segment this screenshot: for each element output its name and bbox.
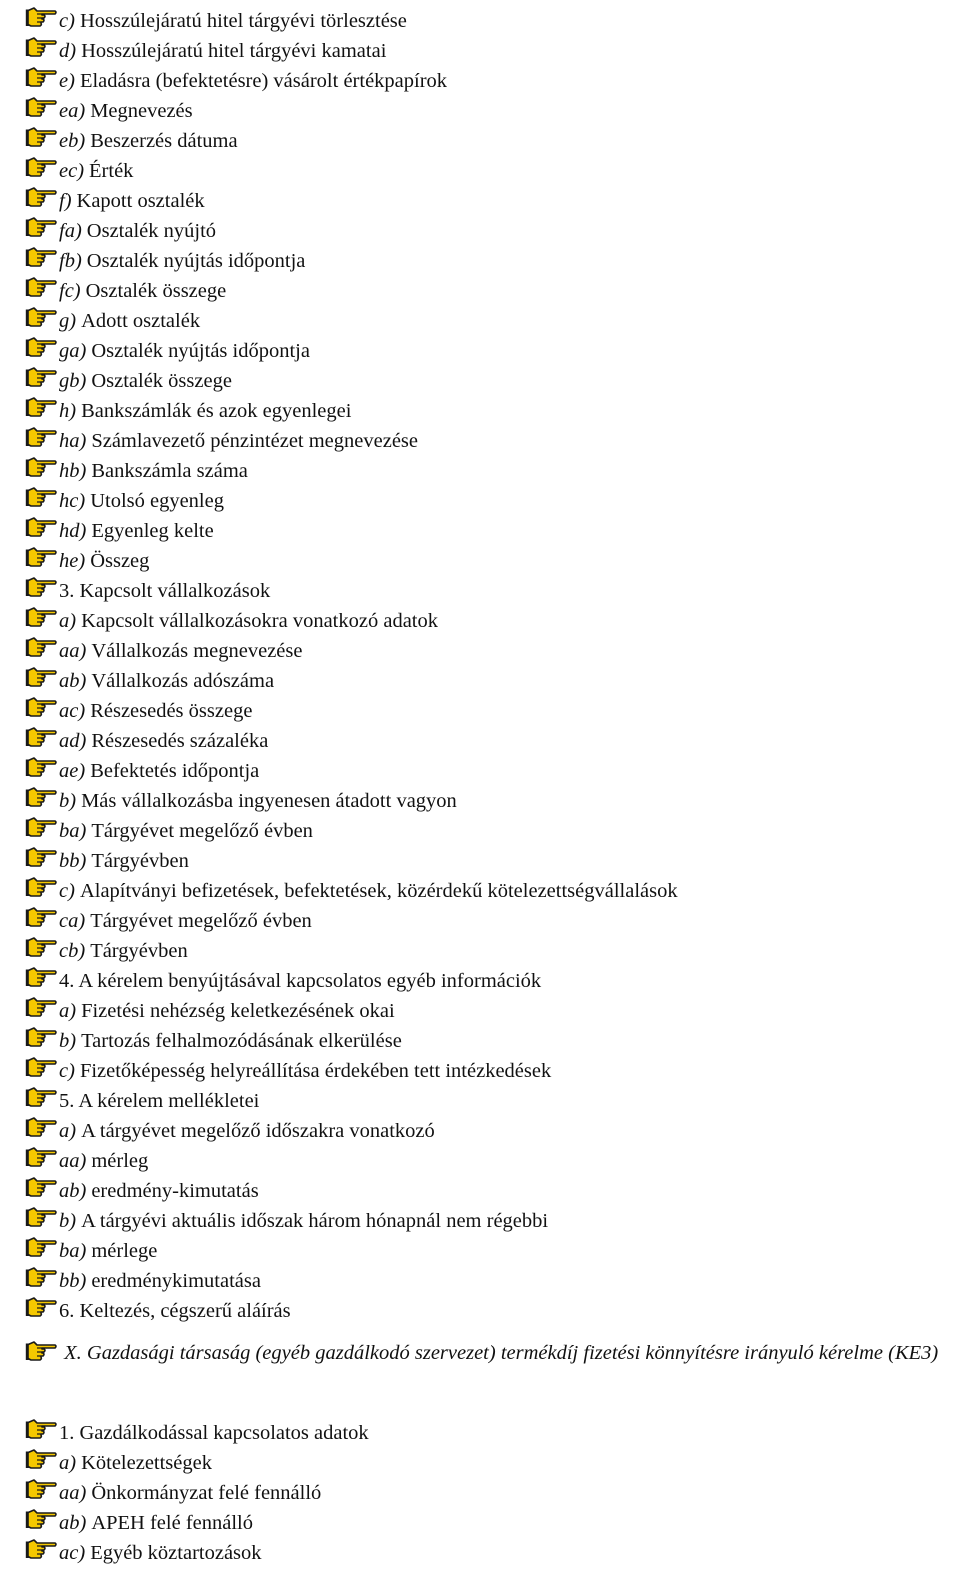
item-text: eredmény-kimutatás <box>91 1179 259 1202</box>
item-label: h) <box>59 399 77 422</box>
pointing-hand-icon <box>25 905 58 931</box>
pointing-hand-icon <box>25 1115 58 1141</box>
item-text: Utolsó egyenleg <box>90 489 224 512</box>
item-text: A tárgyévi aktuális időszak három hónapnál nem régebbi <box>81 1209 549 1232</box>
item-label: fa) <box>59 219 82 242</box>
item-label: bb) <box>59 1269 87 1292</box>
item-text: Vállalkozás adószáma <box>91 669 275 692</box>
pointing-hand-icon <box>25 275 58 301</box>
item-label: ab) <box>59 1179 87 1202</box>
item-label: ha) <box>59 429 87 452</box>
item-label: ab) <box>59 669 87 692</box>
item-text: Osztalék összege <box>85 279 227 302</box>
item-text: Összeg <box>90 549 150 572</box>
list-item <box>25 186 205 216</box>
list-item <box>25 1146 148 1176</box>
item-label: f) <box>59 189 72 212</box>
item-text: eredménykimutatása <box>91 1269 261 1292</box>
pointing-hand-icon <box>25 755 58 781</box>
pointing-hand-icon <box>25 545 58 571</box>
item-text: Tárgyévben <box>90 939 188 962</box>
list-item <box>25 516 214 546</box>
item-label: ac) <box>59 699 86 722</box>
pointing-hand-icon <box>25 125 58 151</box>
item-text: Hosszúlejáratú hitel tárgyévi törlesztése <box>79 9 407 32</box>
pointing-hand-icon <box>25 845 58 871</box>
item-text: Megnevezés <box>90 99 193 122</box>
pointing-hand-icon <box>25 395 58 421</box>
item-text: Önkormányzat felé fennálló <box>91 1481 322 1504</box>
list-item <box>25 816 313 846</box>
item-text: mérlege <box>91 1239 158 1262</box>
item-text: A tárgyévet megelőző időszakra vonatkozó <box>81 1119 435 1142</box>
list-item <box>25 726 268 756</box>
list-item <box>25 1056 551 1086</box>
item-label: ad) <box>59 729 87 752</box>
item-label: d) <box>59 39 77 62</box>
item-label: ac) <box>59 1541 86 1564</box>
list-item <box>25 66 447 96</box>
list-item <box>25 756 259 786</box>
list-item <box>25 246 305 276</box>
pointing-hand-icon <box>25 725 58 751</box>
pointing-hand-icon <box>25 605 58 631</box>
list-item <box>25 6 407 36</box>
item-text: Eladásra (befektetésre) vásárolt értékpapírok <box>79 69 448 92</box>
item-text: Egyenleg kelte <box>91 519 214 542</box>
item-label: a) <box>59 609 77 632</box>
item-label: a) <box>59 999 77 1022</box>
pointing-hand-icon <box>25 995 58 1021</box>
list-item <box>25 576 270 606</box>
pointing-hand-icon <box>25 1339 58 1365</box>
list-item <box>25 966 541 996</box>
item-label: a) <box>59 1451 77 1474</box>
item-label: ec) <box>59 159 85 182</box>
list-item <box>25 1508 253 1538</box>
pointing-hand-icon <box>25 365 58 391</box>
list-item <box>25 336 310 366</box>
item-text: Osztalék nyújtás időpontja <box>91 339 310 362</box>
item-text: APEH felé fennálló <box>91 1511 253 1534</box>
list-item <box>25 36 386 66</box>
item-text: Bankszámla száma <box>91 459 248 482</box>
list-item <box>25 1538 262 1568</box>
item-label: b) <box>59 1209 77 1232</box>
pointing-hand-icon <box>25 5 58 31</box>
list-item <box>25 276 226 306</box>
item-text: mérleg <box>91 1149 149 1172</box>
list-item <box>25 396 351 426</box>
list-item <box>25 1236 157 1266</box>
item-label: g) <box>59 309 77 332</box>
list-item <box>25 936 188 966</box>
item-label: ba) <box>59 1239 87 1262</box>
pointing-hand-icon <box>25 515 58 541</box>
item-label: gb) <box>59 369 87 392</box>
item-label: hc) <box>59 489 86 512</box>
pointing-hand-icon <box>25 1417 58 1443</box>
pointing-hand-icon <box>25 635 58 661</box>
list-item <box>25 216 216 246</box>
list-item <box>25 876 678 906</box>
pointing-hand-icon <box>25 1295 58 1321</box>
item-label: a) <box>59 1119 77 1142</box>
list-item <box>25 96 193 126</box>
list-item <box>25 1086 259 1116</box>
pointing-hand-icon <box>25 575 58 601</box>
pointing-hand-icon <box>25 1025 58 1051</box>
list-item <box>25 636 302 666</box>
item-label: ga) <box>59 339 87 362</box>
list-item <box>25 996 395 1026</box>
item-text: Tárgyévben <box>91 849 189 872</box>
pointing-hand-icon <box>25 215 58 241</box>
list-item <box>25 156 133 186</box>
item-text: Tárgyévet megelőző évben <box>91 819 313 842</box>
item-text: Bankszámlák és azok egyenlegei <box>81 399 352 422</box>
item-label: aa) <box>59 1149 87 1172</box>
item-label: c) <box>59 9 75 32</box>
item-text: Vállalkozás megnevezése <box>91 639 303 662</box>
list-item <box>25 306 200 336</box>
list-item <box>25 1296 291 1326</box>
pointing-hand-icon <box>25 785 58 811</box>
pointing-hand-icon <box>25 35 58 61</box>
item-label: bb) <box>59 849 87 872</box>
item-label: e) <box>59 69 75 92</box>
pointing-hand-icon <box>25 335 58 361</box>
pointing-hand-icon <box>25 425 58 451</box>
list-item <box>25 1418 369 1448</box>
item-label: hd) <box>59 519 87 542</box>
list-item <box>25 666 274 696</box>
item-text: Tárgyévet megelőző évben <box>90 909 312 932</box>
item-label: eb) <box>59 129 86 152</box>
item-text: Részesedés százaléka <box>91 729 269 752</box>
item-label: ab) <box>59 1511 87 1534</box>
item-text: 3. Kapcsolt vállalkozások <box>59 579 271 602</box>
pointing-hand-icon <box>25 1447 58 1473</box>
list-item <box>25 1176 259 1206</box>
item-text: Befektetés időpontja <box>90 759 260 782</box>
item-label: ea) <box>59 99 86 122</box>
item-label: ae) <box>59 759 86 782</box>
item-text: Hosszúlejáratú hitel tárgyévi kamatai <box>81 39 387 62</box>
item-text: Alapítványi befizetések, befektetések, közérdekű kötelezettségvállalások <box>79 879 678 902</box>
list-item <box>25 1116 435 1146</box>
item-text: Beszerzés dátuma <box>90 129 238 152</box>
list-item <box>25 456 248 486</box>
list-item <box>25 696 252 726</box>
pointing-hand-icon <box>25 245 58 271</box>
pointing-hand-icon <box>25 1145 58 1171</box>
pointing-hand-icon <box>25 1265 58 1291</box>
item-text: 6. Keltezés, cégszerű aláírás <box>59 1299 291 1322</box>
item-text: Érték <box>89 159 134 182</box>
item-label: fb) <box>59 249 82 272</box>
item-label: he) <box>59 549 86 572</box>
item-label: cb) <box>59 939 86 962</box>
list-item <box>25 1206 548 1236</box>
list-item <box>25 606 438 636</box>
pointing-hand-icon <box>25 1085 58 1111</box>
pointing-hand-icon <box>25 1055 58 1081</box>
item-text: Fizetési nehézség keletkezésének okai <box>81 999 395 1022</box>
item-text: Osztalék összege <box>91 369 232 392</box>
pointing-hand-icon <box>25 485 58 511</box>
pointing-hand-icon <box>25 65 58 91</box>
item-label: c) <box>59 1059 75 1082</box>
list-item <box>25 1448 212 1478</box>
item-text: Más vállalkozásba ingyenesen átadott vagyon <box>81 789 457 812</box>
item-label: hb) <box>59 459 87 482</box>
item-text: Kötelezettségek <box>81 1451 212 1474</box>
list-item <box>25 1266 261 1296</box>
pointing-hand-icon <box>25 665 58 691</box>
item-text: Kapcsolt vállalkozásokra vonatkozó adatok <box>81 609 438 632</box>
item-label: ba) <box>59 819 87 842</box>
section-heading-text: X. Gazdasági társaság (egyéb gazdálkodó szervezet) termékdíj fizetési könnyítésre irányuló kérelme (KE3) <box>64 1342 939 1364</box>
item-label: b) <box>59 1029 77 1052</box>
pointing-hand-icon <box>25 305 58 331</box>
pointing-hand-icon <box>25 155 58 181</box>
item-text: Osztalék nyújtás időpontja <box>86 249 306 272</box>
list-item <box>25 366 232 396</box>
pointing-hand-icon <box>25 875 58 901</box>
list-item <box>25 786 457 816</box>
list-item <box>25 1478 321 1508</box>
pointing-hand-icon <box>25 965 58 991</box>
item-label: b) <box>59 789 77 812</box>
item-text: Osztalék nyújtó <box>86 219 217 242</box>
pointing-hand-icon <box>25 1205 58 1231</box>
list-item <box>25 546 149 576</box>
item-label: aa) <box>59 1481 87 1504</box>
pointing-hand-icon <box>25 695 58 721</box>
item-text: Számlavezető pénzintézet megnevezése <box>91 429 419 452</box>
item-text: Kapott osztalék <box>76 189 205 212</box>
pointing-hand-icon <box>25 935 58 961</box>
pointing-hand-icon <box>25 1477 58 1503</box>
pointing-hand-icon <box>25 815 58 841</box>
list-item <box>25 126 238 156</box>
item-text: Egyéb köztartozások <box>90 1541 262 1564</box>
item-text: Részesedés összege <box>90 699 253 722</box>
item-label: c) <box>59 879 75 902</box>
item-text: Fizetőképesség helyreállítása érdekében tett intézkedések <box>79 1059 552 1082</box>
pointing-hand-icon <box>25 1537 58 1563</box>
list-item <box>25 846 189 876</box>
item-label: aa) <box>59 639 87 662</box>
pointing-hand-icon <box>25 1175 58 1201</box>
pointing-hand-icon <box>25 185 58 211</box>
item-text: Tartozás felhalmozódásának elkerülése <box>81 1029 402 1052</box>
section-heading <box>0 1338 960 1368</box>
item-text: 5. A kérelem mellékletei <box>59 1089 260 1112</box>
pointing-hand-icon <box>25 95 58 121</box>
item-label: fc) <box>59 279 81 302</box>
list-item <box>25 1026 402 1056</box>
item-text: Adott osztalék <box>81 309 201 332</box>
item-text: 1. Gazdálkodással kapcsolatos adatok <box>59 1421 369 1444</box>
list-item <box>25 906 312 936</box>
item-label: ca) <box>59 909 86 932</box>
pointing-hand-icon <box>25 455 58 481</box>
pointing-hand-icon <box>25 1507 58 1533</box>
pointing-hand-icon <box>25 1235 58 1261</box>
list-item <box>25 426 418 456</box>
item-text: 4. A kérelem benyújtásával kapcsolatos egyéb információk <box>59 969 542 992</box>
list-item <box>25 486 224 516</box>
